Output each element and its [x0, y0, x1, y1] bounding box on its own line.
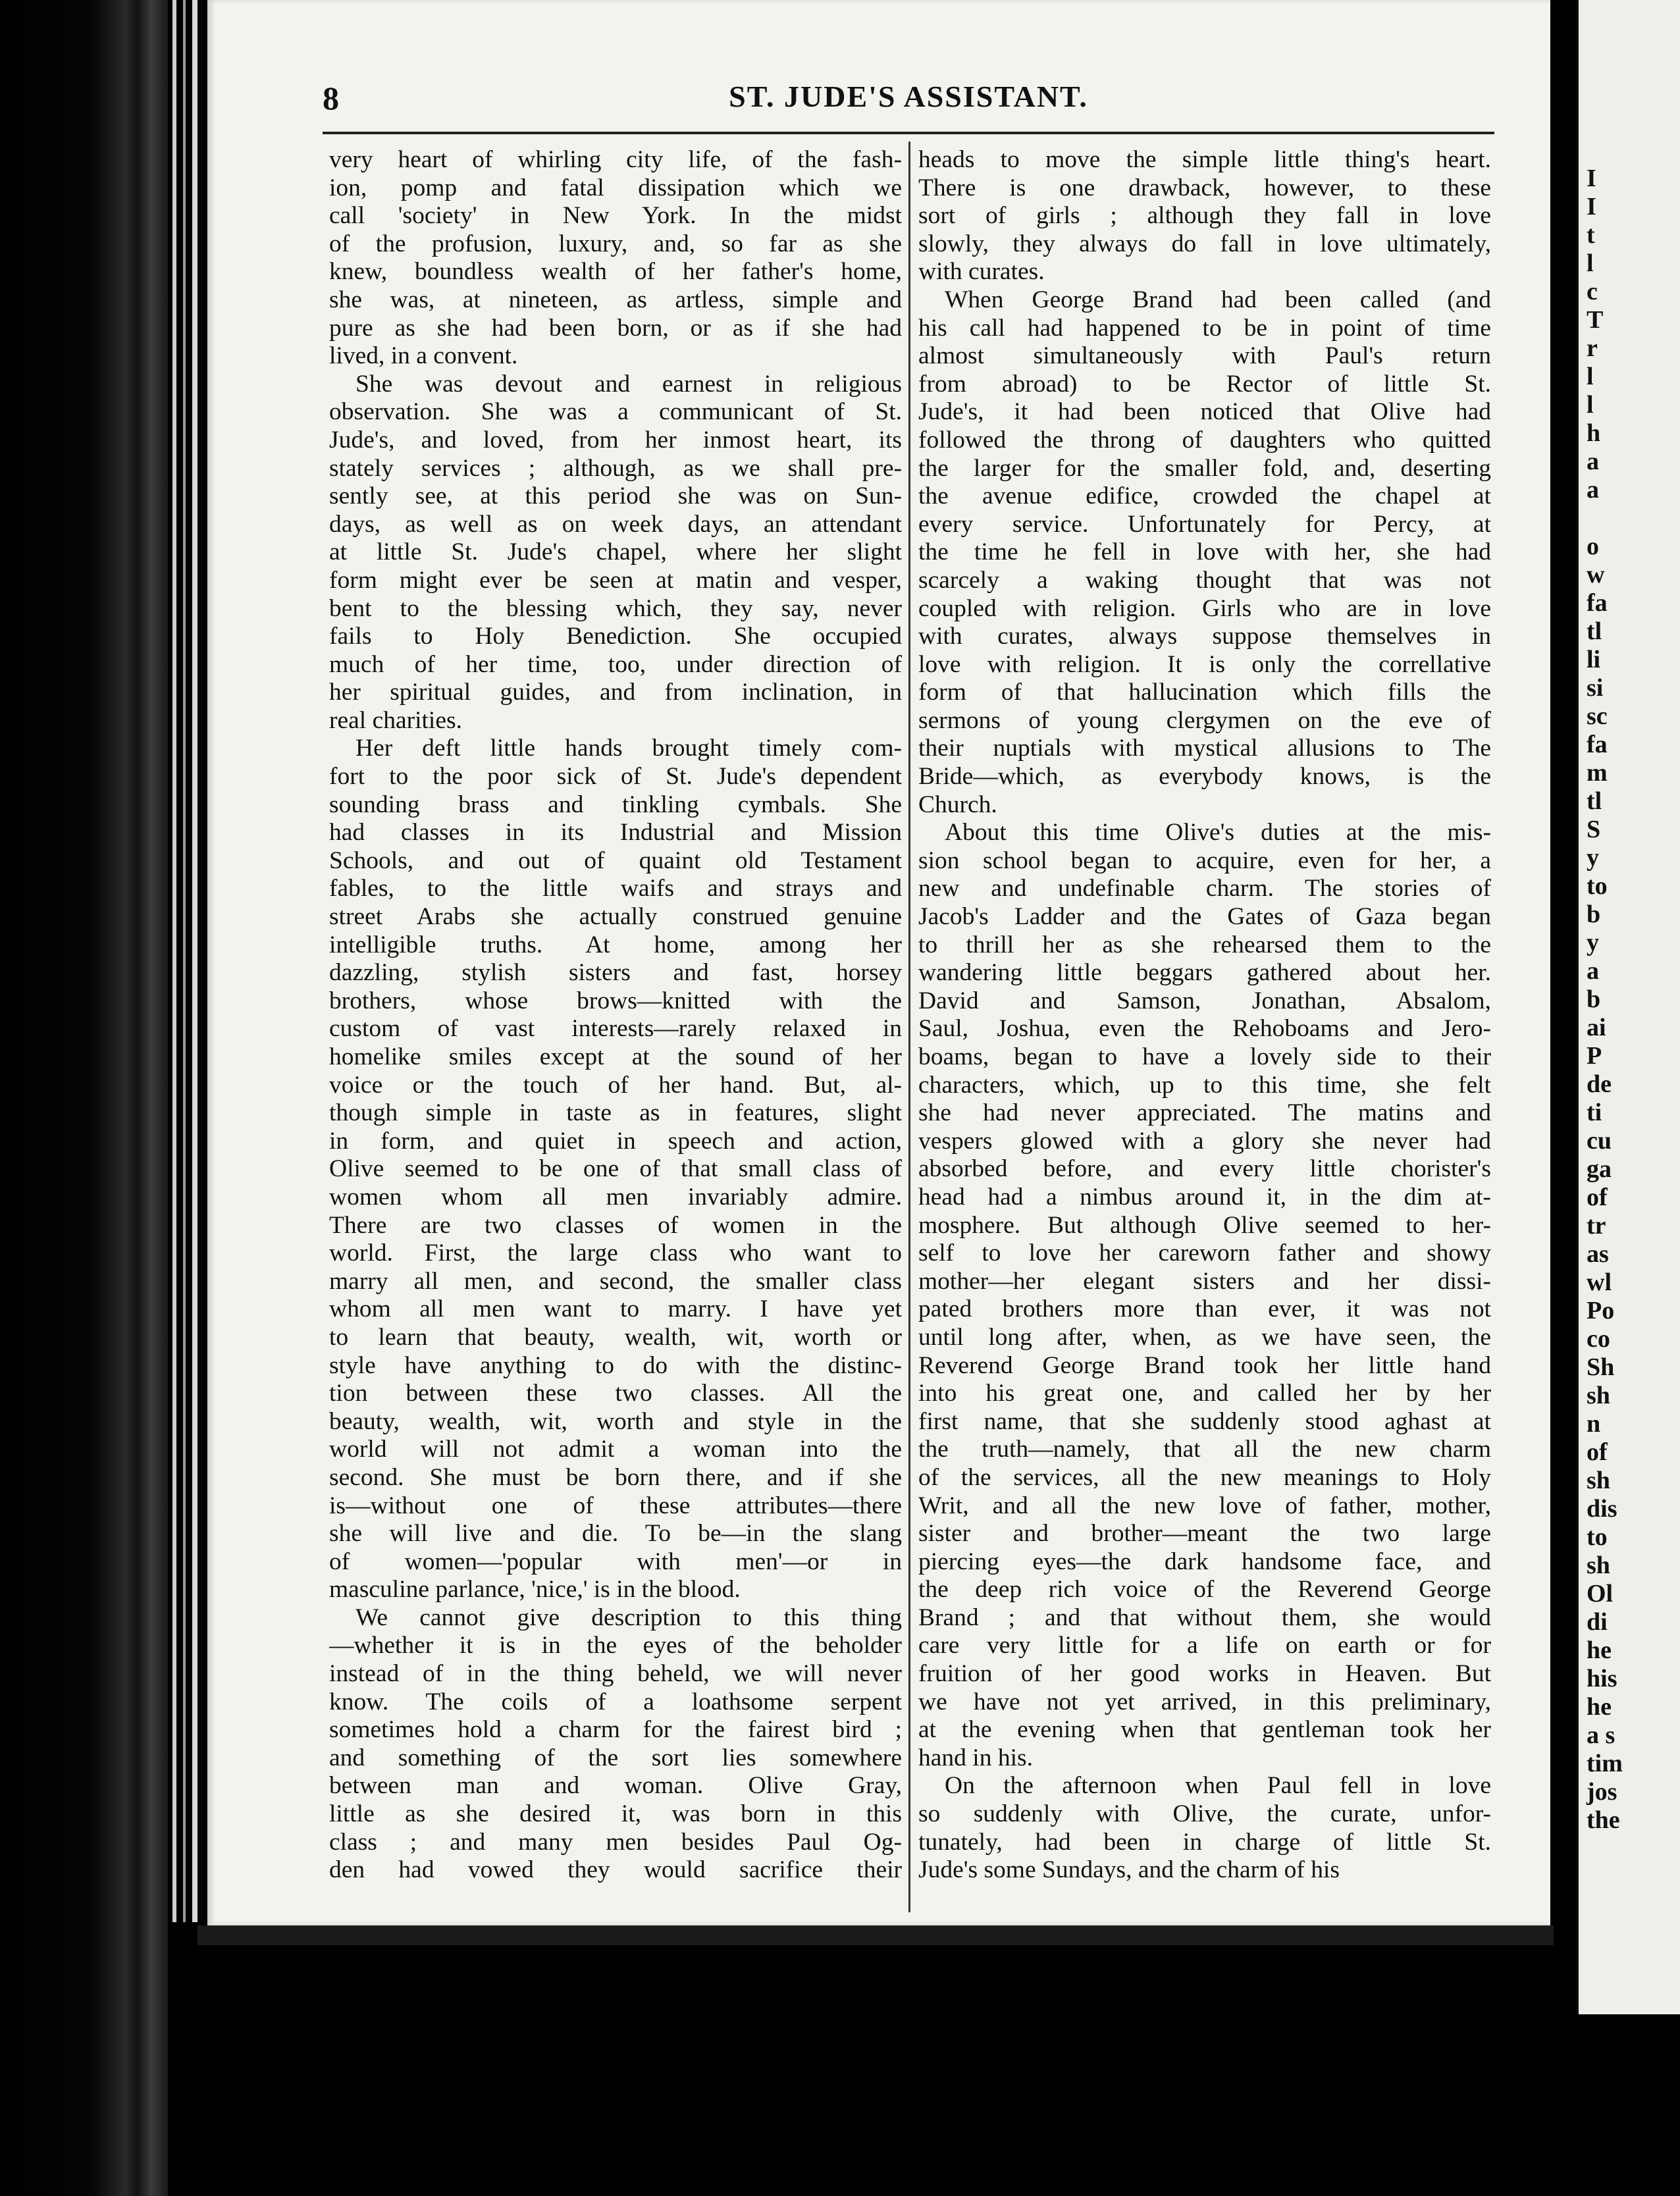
text-line: vespers glowed with a glory she never had [918, 1127, 1491, 1155]
text-line: piercing eyes—the dark handsome face, and [918, 1548, 1491, 1575]
text-line: had classes in its Industrial and Mission [329, 819, 902, 847]
text-line: care very little for a life on earth or for [918, 1632, 1491, 1660]
text-line: tion between these two classes. All the [329, 1380, 902, 1407]
text-line: characters, which, up to this time, she felt [918, 1071, 1491, 1099]
text-line: Church. [918, 791, 997, 818]
facing-page-fragment: w [1587, 561, 1605, 588]
facing-page-fragment: the [1587, 1806, 1620, 1834]
text-line: coupled with religion. Girls who are in love [918, 594, 1491, 622]
text-line: There are two classes of women in the [329, 1211, 902, 1239]
text-line: much of her time, too, under direction of [329, 650, 902, 678]
text-line: though simple in taste as in features, slight [329, 1099, 902, 1127]
facing-page-fragment: he [1587, 1693, 1612, 1721]
text-line: very heart of whirling city life, of the fash- [329, 146, 902, 173]
facing-page-fragment: ga [1587, 1155, 1612, 1183]
text-line: sently see, at this period she was on Sun- [329, 483, 902, 510]
text-line: On the afternoon when Paul fell in love [945, 1772, 1491, 1800]
page-edge [172, 0, 176, 1922]
facing-page-fragment: to [1587, 872, 1608, 900]
text-line: brothers, whose brows—knitted with the [329, 987, 902, 1014]
text-line: mother—her elegant sisters and her dissi- [918, 1267, 1491, 1295]
text-line: Brand ; and that without them, she would [918, 1604, 1491, 1631]
facing-page-fragment: t [1587, 221, 1595, 249]
text-line: slowly, they always do fall in love ultimately, [918, 230, 1491, 257]
text-line: den had vowed they would sacrifice their [329, 1856, 902, 1884]
text-line: is—without one of these attributes—there [329, 1492, 902, 1519]
text-line: real charities. [329, 706, 462, 734]
facing-page-fragment: T [1587, 306, 1604, 334]
text-line: we have not yet arrived, in this preliminary, [918, 1688, 1491, 1715]
facing-page-edge [1577, 0, 1680, 2014]
text-line: lived, in a convent. [329, 342, 518, 370]
text-line: instead of in the thing beheld, we will never [329, 1660, 902, 1688]
text-line: sermons of young clergymen on the eve of [918, 706, 1491, 734]
facing-page-fragment: ti [1587, 1099, 1602, 1126]
text-line: days, as well as on week days, an attendant [329, 510, 902, 538]
text-line: know. The coils of a loathsome serpent [329, 1688, 902, 1715]
facing-page-fragment: a [1587, 448, 1599, 475]
text-line: so suddenly with Olive, the curate, unfor- [918, 1800, 1491, 1828]
text-line: heads to move the simple little thing's heart. [918, 146, 1491, 173]
text-line: Reverend George Brand took her little hand [918, 1351, 1491, 1379]
facing-page-fragment: dis [1587, 1495, 1617, 1523]
text-line: form might ever be seen at matin and vesper, [329, 566, 902, 594]
facing-page-fragment: tr [1587, 1212, 1606, 1240]
text-line: she will live and die. To be—in the slang [329, 1520, 902, 1548]
text-line: into his great one, and called her by her [918, 1380, 1491, 1407]
text-line: almost simultaneously with Paul's return [918, 342, 1491, 370]
text-line: absorbed before, and every little chorister's [918, 1155, 1491, 1183]
text-line: form of that hallucination which fills the [918, 679, 1491, 706]
text-line: sort of girls ; although they fall in love [918, 202, 1491, 230]
text-line: street Arabs she actually construed genuine [329, 903, 902, 931]
running-title: ST. JUDE'S ASSISTANT. [729, 80, 1088, 113]
text-line: second. She must be born there, and if she [329, 1463, 902, 1491]
text-line: at little St. Jude's chapel, where her slight [329, 538, 902, 566]
text-line: mosphere. But although Olive seemed to her- [918, 1211, 1491, 1239]
text-line: she had never appreciated. The matins and [918, 1099, 1491, 1127]
facing-page-fragment: l [1587, 363, 1594, 390]
text-line: her spiritual guides, and from inclination, in [329, 679, 902, 706]
text-line: the deep rich voice of the Reverend George [918, 1576, 1491, 1604]
text-line: homelike smiles except at the sound of her [329, 1043, 902, 1070]
facing-page-fragment: he [1587, 1636, 1612, 1664]
text-line: custom of vast interests—rarely relaxed in [329, 1015, 902, 1043]
facing-page-fragment: Ol [1587, 1580, 1614, 1608]
text-line: every service. Unfortunately for Percy, at [918, 510, 1491, 538]
facing-page-fragment: of [1587, 1184, 1608, 1211]
running-head [323, 79, 1494, 125]
text-line: the truth—namely, that all the new charm [918, 1436, 1491, 1463]
text-line: self to love her careworn father and showy [918, 1240, 1491, 1267]
facing-page-fragment: co [1587, 1325, 1610, 1353]
text-line: hand in his. [918, 1744, 1033, 1771]
text-line: beauty, wealth, wit, worth and style in the [329, 1407, 902, 1435]
facing-page-fragment: y [1587, 929, 1599, 956]
facing-page-fragment: a s [1587, 1721, 1615, 1749]
text-line: dazzling, stylish sisters and fast, horsey [329, 959, 902, 987]
facing-page-fragment: sh [1587, 1552, 1610, 1579]
facing-page-fragment: m [1587, 759, 1608, 787]
facing-page-fragment: di [1587, 1608, 1608, 1636]
facing-page-fragment: Sh [1587, 1353, 1615, 1381]
facing-page-fragment: o [1587, 533, 1599, 560]
text-line: —whether it is in the eyes of the beholder [329, 1632, 902, 1660]
facing-page-fragment: tim [1587, 1750, 1623, 1777]
text-line: with curates. [918, 258, 1045, 286]
facing-page-fragment: fa [1587, 589, 1608, 617]
text-line: of women—'popular with men'—or in [329, 1548, 902, 1575]
text-line: fails to Holy Benediction. She occupied [329, 623, 902, 650]
facing-page-fragment: P [1587, 1042, 1602, 1070]
facing-page-fragment: l [1587, 249, 1594, 277]
facing-page-fragment: as [1587, 1240, 1609, 1268]
facing-page-fragment: y [1587, 844, 1599, 872]
text-line: pated brothers more than ever, it was not [918, 1295, 1491, 1323]
text-line: wandering little beggars gathered about her. [918, 959, 1491, 987]
book-binding-shadow [0, 0, 168, 2196]
facing-page-fragment: I [1587, 165, 1596, 192]
text-line: new and undefinable charm. The stories of [918, 875, 1491, 902]
facing-page-fragment: S [1587, 816, 1601, 843]
text-line: first name, that she suddenly stood aghast at [918, 1407, 1491, 1435]
facing-page-fragment: r [1587, 334, 1598, 362]
text-line: until long after, when, as we have seen, the [918, 1323, 1491, 1351]
text-line: voice or the touch of her hand. But, al- [329, 1071, 902, 1099]
column-divider [908, 142, 910, 1912]
page-number: 8 [323, 80, 339, 117]
text-line: masculine parlance, 'nice,' is in the blood. [329, 1576, 741, 1604]
text-line: and something of the sort lies somewhere [329, 1744, 902, 1771]
facing-page-fragment: b [1587, 985, 1601, 1013]
text-line: sounding brass and tinkling cymbals. She [329, 791, 902, 818]
text-line: marry all men, and second, the smaller class [329, 1267, 902, 1295]
text-line: women whom all men invariably admire. [329, 1183, 902, 1211]
text-line: Bride—which, as everybody knows, is the [918, 763, 1491, 791]
text-line: world. First, the large class who want to [329, 1240, 902, 1267]
text-line: About this time Olive's duties at the mis- [945, 819, 1491, 847]
page-edge [192, 0, 197, 1922]
header-rule [323, 132, 1494, 134]
text-line: Jude's, it had been noticed that Olive had [918, 398, 1491, 426]
text-line: Her deft little hands brought timely com- [355, 735, 902, 762]
text-line: tunately, had been in charge of little St. [918, 1828, 1491, 1856]
page-edge [183, 0, 186, 1922]
text-line: from abroad) to be Rector of little St. [918, 370, 1491, 398]
text-line: in form, and quiet in speech and action, [329, 1127, 902, 1155]
text-line: intelligible truths. At home, among her [329, 931, 902, 958]
text-line: at the evening when that gentleman took her [918, 1716, 1491, 1744]
facing-page-fragment: h [1587, 419, 1601, 447]
facing-page-fragment: a [1587, 476, 1599, 504]
text-line: boams, began to have a lovely side to their [918, 1043, 1491, 1070]
text-line: call 'society' in New York. In the midst [329, 202, 902, 230]
text-line: Writ, and all the new love of father, mother, [918, 1492, 1491, 1519]
facing-page-fragment: tl [1587, 617, 1602, 645]
text-line: world will not admit a woman into the [329, 1436, 902, 1463]
text-line: Olive seemed to be one of that small class of [329, 1155, 902, 1183]
facing-page-fragment: sc [1587, 702, 1608, 730]
text-line: love with religion. It is only the correllative [918, 650, 1491, 678]
text-line: fort to the poor sick of St. Jude's dependent [329, 763, 902, 791]
text-line: the larger for the smaller fold, and, deserting [918, 454, 1491, 482]
facing-page-fragment: de [1587, 1070, 1612, 1098]
facing-page-fragment: a [1587, 957, 1599, 985]
text-line: There is one drawback, however, to these [918, 174, 1491, 201]
text-line: Jude's some Sundays, and the charm of his [918, 1856, 1340, 1884]
facing-page-fragment: sh [1587, 1382, 1610, 1409]
facing-page-fragment [1587, 504, 1623, 533]
text-line: style have anything to do with the distinc- [329, 1351, 902, 1379]
text-line: bent to the blessing which, they say, never [329, 594, 902, 622]
facing-page-fragment: of [1587, 1438, 1608, 1466]
text-line: the time he fell in love with her, she had [918, 538, 1491, 566]
facing-page-fragment: fa [1587, 731, 1608, 758]
text-line: between man and woman. Olive Gray, [329, 1772, 902, 1800]
right-text-column [918, 146, 1491, 1885]
page-bottom-shadow [197, 1925, 1554, 1945]
facing-page-fragment: sh [1587, 1467, 1610, 1494]
facing-page-fragment: si [1587, 674, 1604, 702]
facing-page-fragment: c [1587, 278, 1598, 305]
text-line: stately services ; although, as we shall pre- [329, 454, 902, 482]
facing-page-fragment: n [1587, 1410, 1601, 1438]
facing-page-fragment: tl [1587, 787, 1602, 815]
text-line: scarcely a waking thought that was not [918, 566, 1491, 594]
text-line: ion, pomp and fatal dissipation which we [329, 174, 902, 201]
text-line: Schools, and out of quaint old Testament [329, 847, 902, 874]
facing-page-fragment: l [1587, 391, 1594, 419]
facing-page-fragment: I [1587, 193, 1596, 221]
facing-page-text-fragments [1587, 165, 1623, 1835]
facing-page-fragment: li [1587, 646, 1601, 673]
text-line: Jacob's Ladder and the Gates of Gaza began [918, 903, 1491, 931]
text-line: knew, boundless wealth of her father's home, [329, 258, 902, 286]
text-line: observation. She was a communicant of St. [329, 398, 902, 426]
facing-page-fragment: his [1587, 1665, 1617, 1692]
text-line: their nuptials with mystical allusions to The [918, 735, 1491, 762]
text-line: of the services, all the new meanings to Holy [918, 1463, 1491, 1491]
text-line: We cannot give description to this thing [355, 1604, 902, 1631]
text-line: head had a nimbus around it, in the dim at- [918, 1183, 1491, 1211]
text-line: to learn that beauty, wealth, wit, worth or [329, 1323, 902, 1351]
text-line: pure as she had been born, or as if she had [329, 314, 902, 342]
text-line: When George Brand had been called (and [945, 286, 1491, 313]
text-line: with curates, always suppose themselves in [918, 623, 1491, 650]
text-line: his call had happened to be in point of time [918, 314, 1491, 342]
text-line: of the profusion, luxury, and, so far as she [329, 230, 902, 257]
facing-page-fragment: b [1587, 901, 1601, 928]
facing-page-fragment: Po [1587, 1297, 1615, 1324]
facing-page-fragment: cu [1587, 1127, 1612, 1155]
facing-page-fragment: wl [1587, 1268, 1612, 1296]
text-line: class ; and many men besides Paul Og- [329, 1828, 902, 1856]
text-line: fruition of her good works in Heaven. But [918, 1660, 1491, 1688]
text-line: fables, to the little waifs and strays and [329, 875, 902, 902]
text-line: Jude's, and loved, from her inmost heart, its [329, 426, 902, 454]
text-line: She was devout and earnest in religious [355, 370, 902, 398]
text-line: Saul, Joshua, even the Rehoboams and Jero- [918, 1015, 1491, 1043]
text-line: followed the throng of daughters who quitted [918, 426, 1491, 454]
text-line: sion school began to acquire, even for her, a [918, 847, 1491, 874]
text-line: whom all men want to marry. I have yet [329, 1295, 902, 1323]
text-line: she was, at nineteen, as artless, simple and [329, 286, 902, 313]
text-line: sister and brother—meant the two large [918, 1520, 1491, 1548]
facing-page-fragment: to [1587, 1523, 1608, 1551]
text-line: to thrill her as she rehearsed them to the [918, 931, 1491, 958]
text-line: little as she desired it, was born in this [329, 1800, 902, 1828]
facing-page-fragment: ai [1587, 1014, 1606, 1041]
text-line: sometimes hold a charm for the fairest bird ; [329, 1716, 902, 1744]
text-line: David and Samson, Jonathan, Absalom, [918, 987, 1491, 1014]
facing-page-fragment: jos [1587, 1778, 1617, 1806]
text-line: the avenue edifice, crowded the chapel at [918, 483, 1491, 510]
left-text-column [329, 146, 902, 1885]
